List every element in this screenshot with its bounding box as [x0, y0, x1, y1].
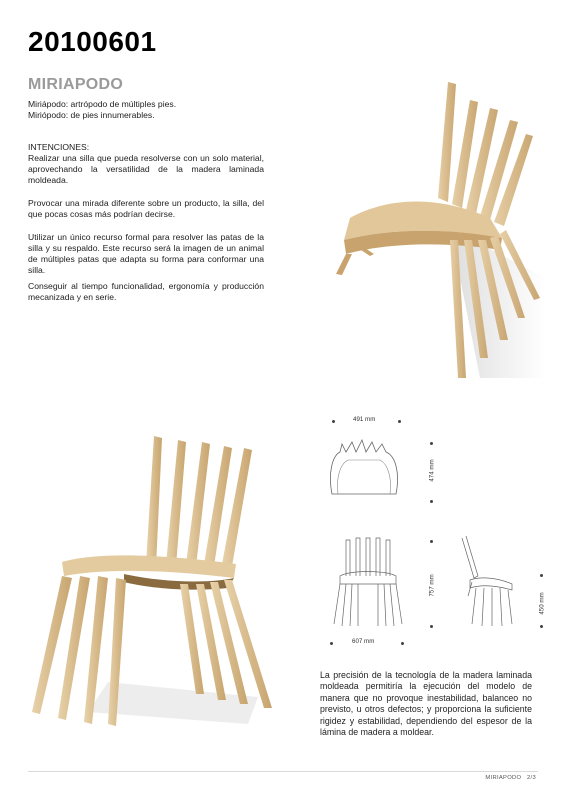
dim-top-width: 491 mm — [353, 416, 376, 423]
intention-paragraph-1: Realizar una silla que pueda resolverse con un solo material, aprovechando la versatilidad de la madera laminada moldeada. — [28, 153, 264, 185]
intentions-heading: INTENCIONES: — [28, 142, 90, 152]
chair-render-bottom — [28, 432, 278, 732]
plan-side-view-drawing — [458, 536, 522, 628]
footer-page-number: 2/3 — [527, 775, 536, 781]
dim-front-width: 607 mm — [352, 638, 375, 645]
dim-front-width-marker-right — [401, 642, 404, 645]
definition-line-1: Miriápodo: artrópodo de múltiples pies. — [28, 99, 177, 109]
dim-top-depth-marker-top — [430, 442, 433, 445]
definition-line-2: Miriópodo: de pies innumerables. — [28, 110, 155, 120]
dim-front-height-marker-bottom — [430, 625, 433, 628]
intention-paragraph-2: Provocar una mirada diferente sobre un producto, la silla, del que pocas cosas más podrían decirse. — [28, 198, 264, 219]
dim-side-height-marker-top — [540, 574, 543, 577]
project-name: MIRIAPODO — [28, 76, 124, 93]
dim-side-height-marker-bottom — [540, 625, 543, 628]
dim-front-height-marker-top — [430, 540, 433, 543]
footer-label: MIRIAPODO — [485, 775, 522, 781]
intention-paragraph-3: Utilizar un único recurso formal para resolver las patas de la silla y su respaldo. Este recurso será la imagen de un animal de múltiples patas que adapta su forma para conformar una silla. — [28, 232, 264, 275]
dim-top-width-marker-right — [398, 420, 401, 423]
plan-front-view-drawing — [330, 536, 406, 628]
chair-render-top — [330, 78, 545, 383]
dim-top-depth-marker-bottom — [430, 500, 433, 503]
dim-top-depth: 474 mm — [428, 459, 436, 482]
intention-paragraph-4: Conseguir al tiempo funcionalidad, ergonomía y producción mecanizada y en serie. — [28, 281, 264, 302]
project-code: 20100601 — [28, 26, 157, 57]
technical-caption: La precisión de la tecnología de la madera laminada moldeada permitiría la ejecución del modelo de manera que no provoque inestabilidad, balanceo no previsto, u otros defectos; y proporciona la suficiente rigidez y estabilidad, dependiendo del espesor de la lámina de madera a moldear. — [320, 670, 532, 738]
footer-divider — [28, 771, 538, 772]
dim-front-height: 757 mm — [428, 574, 436, 597]
dim-side-height: 450 mm — [538, 592, 546, 615]
dim-top-width-marker-left — [332, 420, 335, 423]
page-footer — [485, 775, 536, 781]
dim-front-width-marker-left — [330, 642, 333, 645]
plan-top-view-drawing — [324, 434, 404, 504]
